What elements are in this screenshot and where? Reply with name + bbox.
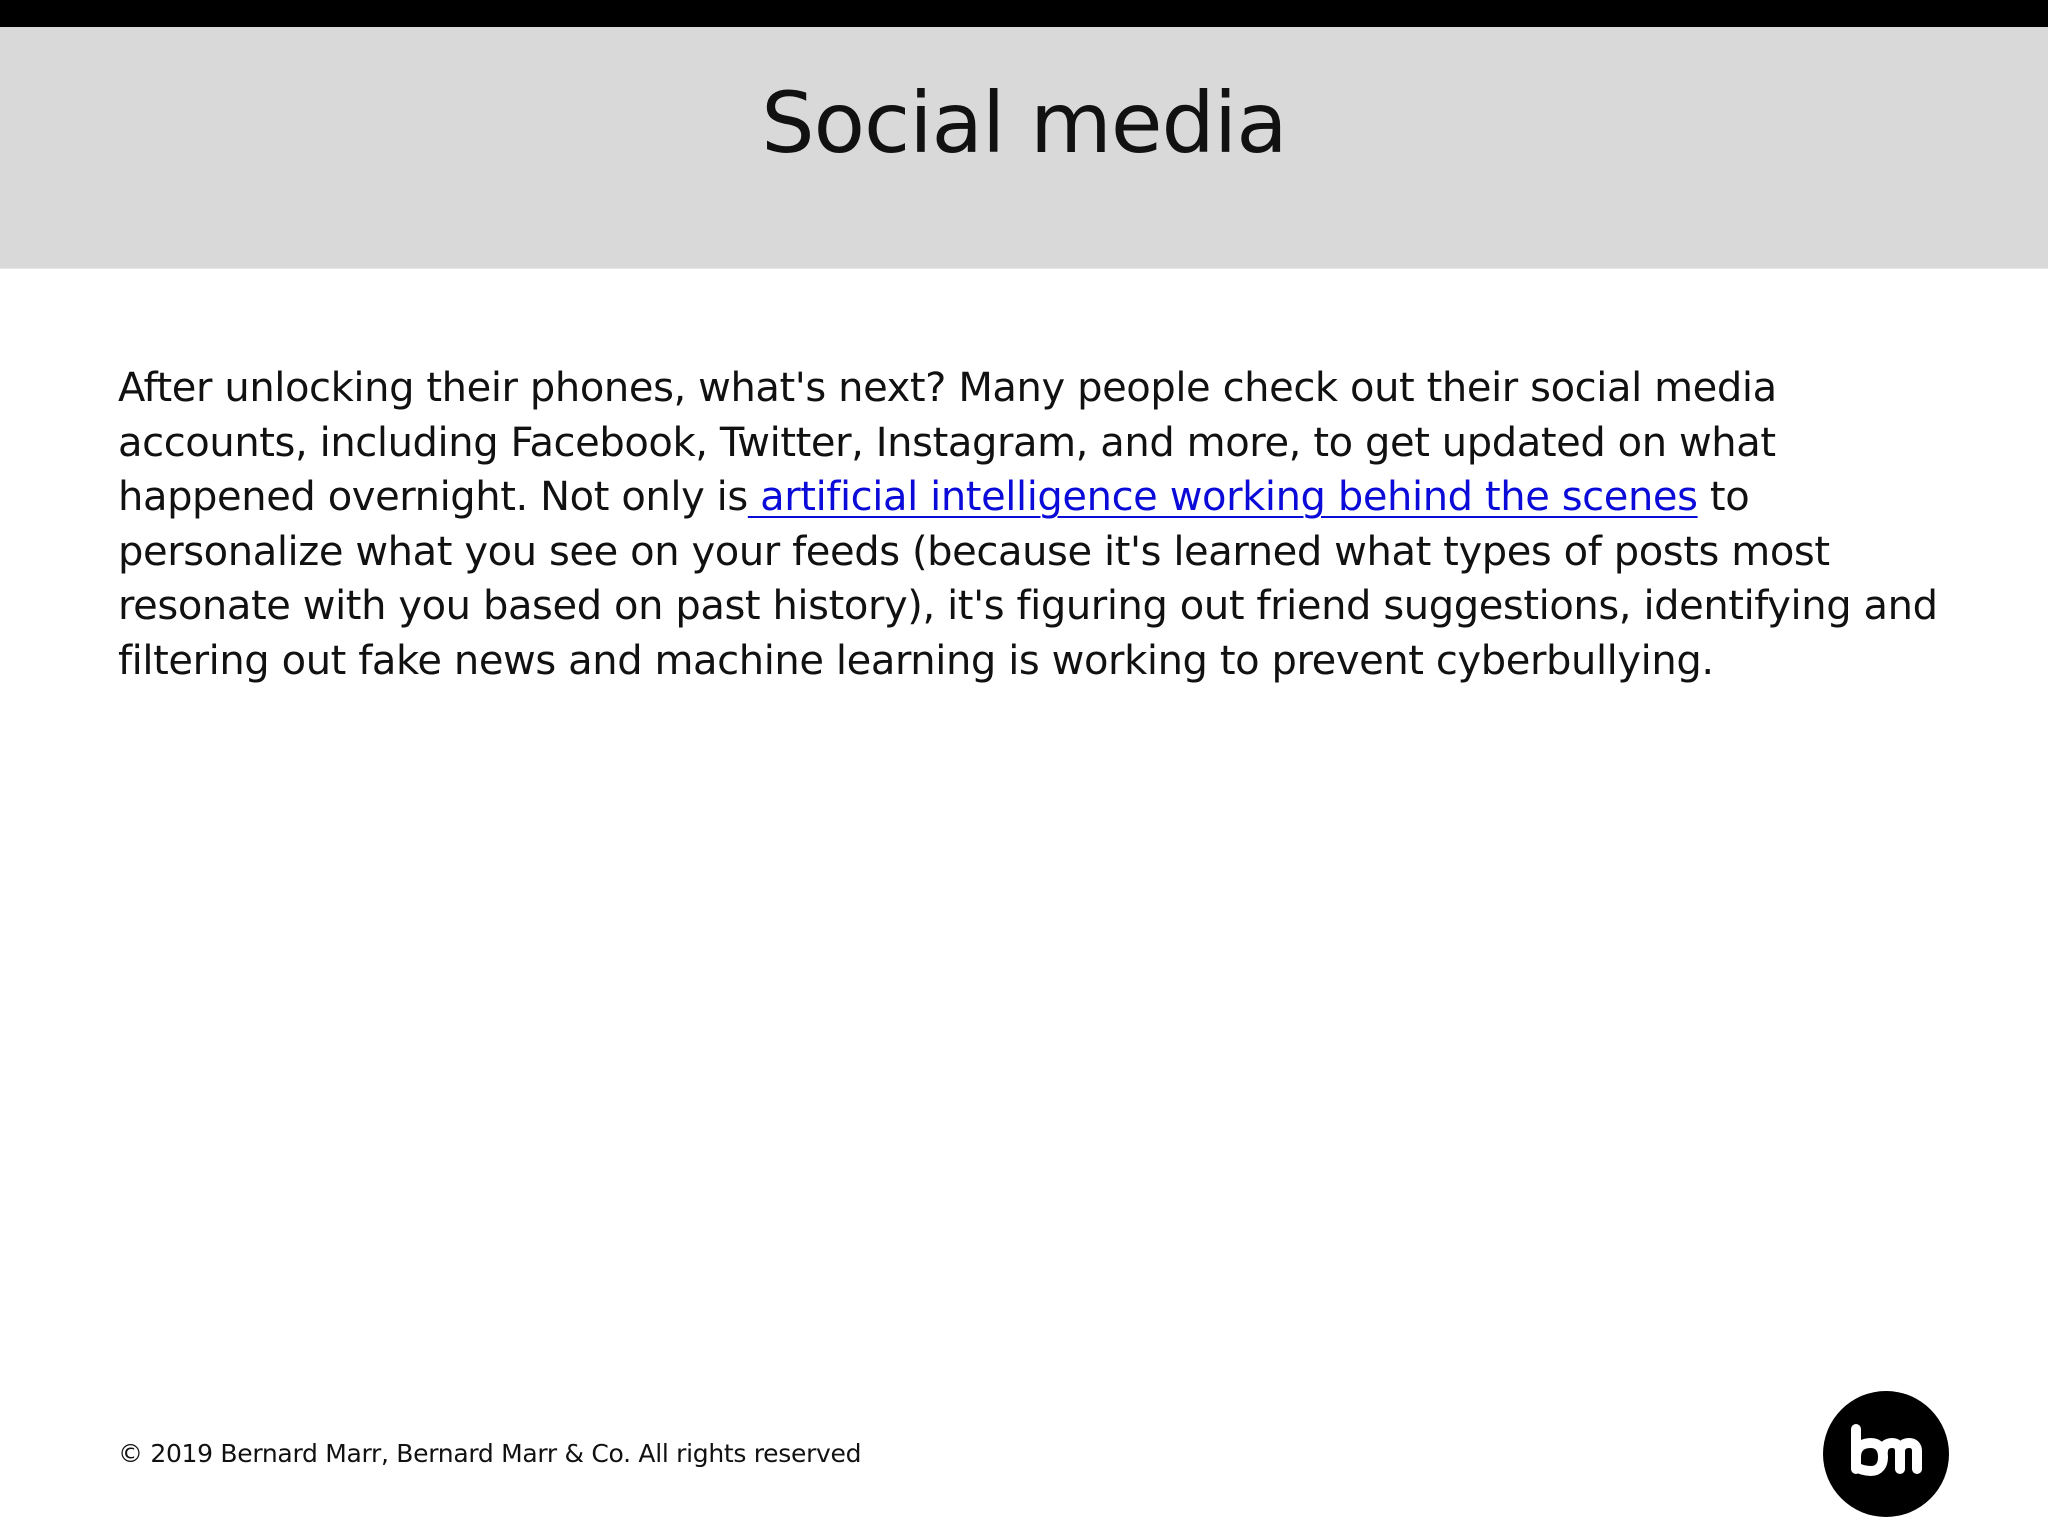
top-bar <box>0 0 2048 27</box>
body-text-before-link: After unlocking their phones, what's next? Many people check out their social media accounts, including Facebook, Twitter, Instagram, and more, to get updated on what happened overnight. Not only is <box>118 365 1777 520</box>
copyright-footer: © 2019 Bernard Marr, Bernard Marr & Co. All rights reserved <box>118 1439 862 1468</box>
body-text-after-link: to personalize what you see on your feeds (because it's learned what types of posts most resonate with you based on past history), it's figuring out friend suggestions, identifying and filtering out fake news and machine learning is working to prevent cyberbullying. <box>118 474 1938 684</box>
slide-title: Social media <box>761 74 1287 172</box>
bm-logo-glyph <box>1823 1391 1949 1517</box>
bm-logo-icon <box>1823 1391 1949 1517</box>
ai-behind-the-scenes-link[interactable]: artificial intelligence working behind the scenes <box>747 474 1698 520</box>
slide-body-paragraph <box>118 361 1948 688</box>
